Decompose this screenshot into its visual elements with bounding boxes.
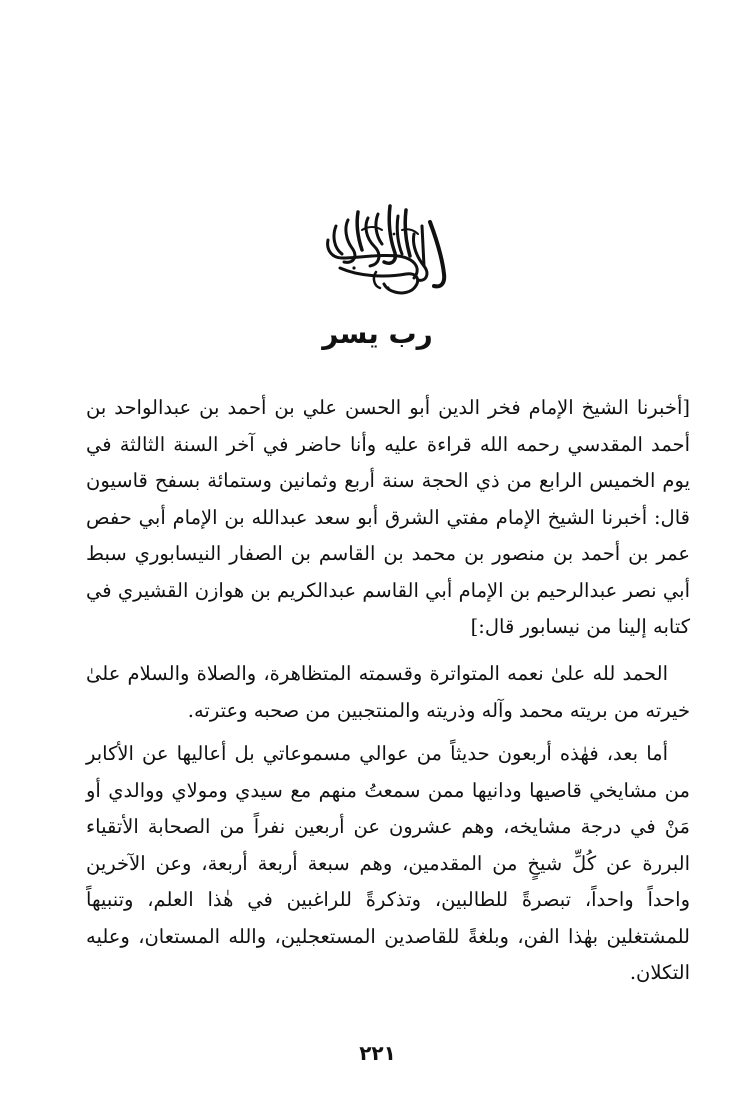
praise-text: الحمد لله علىٰ نعمه المتواترة وقسمته المتظاهرة، والصلاة والسلام علىٰ خيرته من بريته محمد وآله وذريته والمنتجبين من صحبه وعترته. (86, 662, 690, 722)
introduction-text: أما بعد، فهٰذه أربعون حديثاً من عوالي مسموعاتي بل أعاليها عن الأكابر من مشايخي قاصيها ودانيها ممن سمعتُ منهم مع سيدي ومولاي ووالدي أو مَنْ في درجة مشايخه، وهم عشرون عن أربعين نفراً من الصحابة الأتقياء البررة عن كُلِّ شيخٍ من المقدمين، وهم سبعة أربعة أربعة، وعن الآخرين واحداً واحداً، تبصرةً للطالبين، وتذكرةً للراغبين في هٰذا العلم، وتنبيهاً للمشتغلين بهٰذا الفن، وبلغةً للقاصدين المستعجلين، والله المستعان، وعليه التكلان. (86, 742, 690, 984)
isnad-paragraph (86, 390, 690, 646)
page-number: ٢٢١ (359, 1041, 396, 1065)
basmala-calligraphy-icon (318, 196, 450, 298)
page-heading: رب يسر (322, 317, 433, 350)
isnad-text: [أخبرنا الشيخ الإمام فخر الدين أبو الحسن علي بن أحمد بن عبدالواحد بن أحمد المقدسي رحمه الله قراءة عليه وأنا حاضر في آخر السنة الثالثة في يوم الخميس الرابع من ذي الحجة سنة أربع وثمانين وستمائة بسفح قاسيون قال: أخبرنا الشيخ الإمام مفتي الشرق أبو سعد عبدالله بن الإمام أبي حفص عمر بن أحمد بن منصور بن محمد بن القاسم بن الصفار النيسابوري سبط أبي نصر عبدالرحيم بن الإمام أبي القاسم عبدالكريم بن هوازن القشيري في كتابه إلينا من نيسابور قال:] (86, 396, 690, 638)
praise-paragraph (86, 656, 690, 729)
introduction-paragraph (86, 736, 690, 992)
